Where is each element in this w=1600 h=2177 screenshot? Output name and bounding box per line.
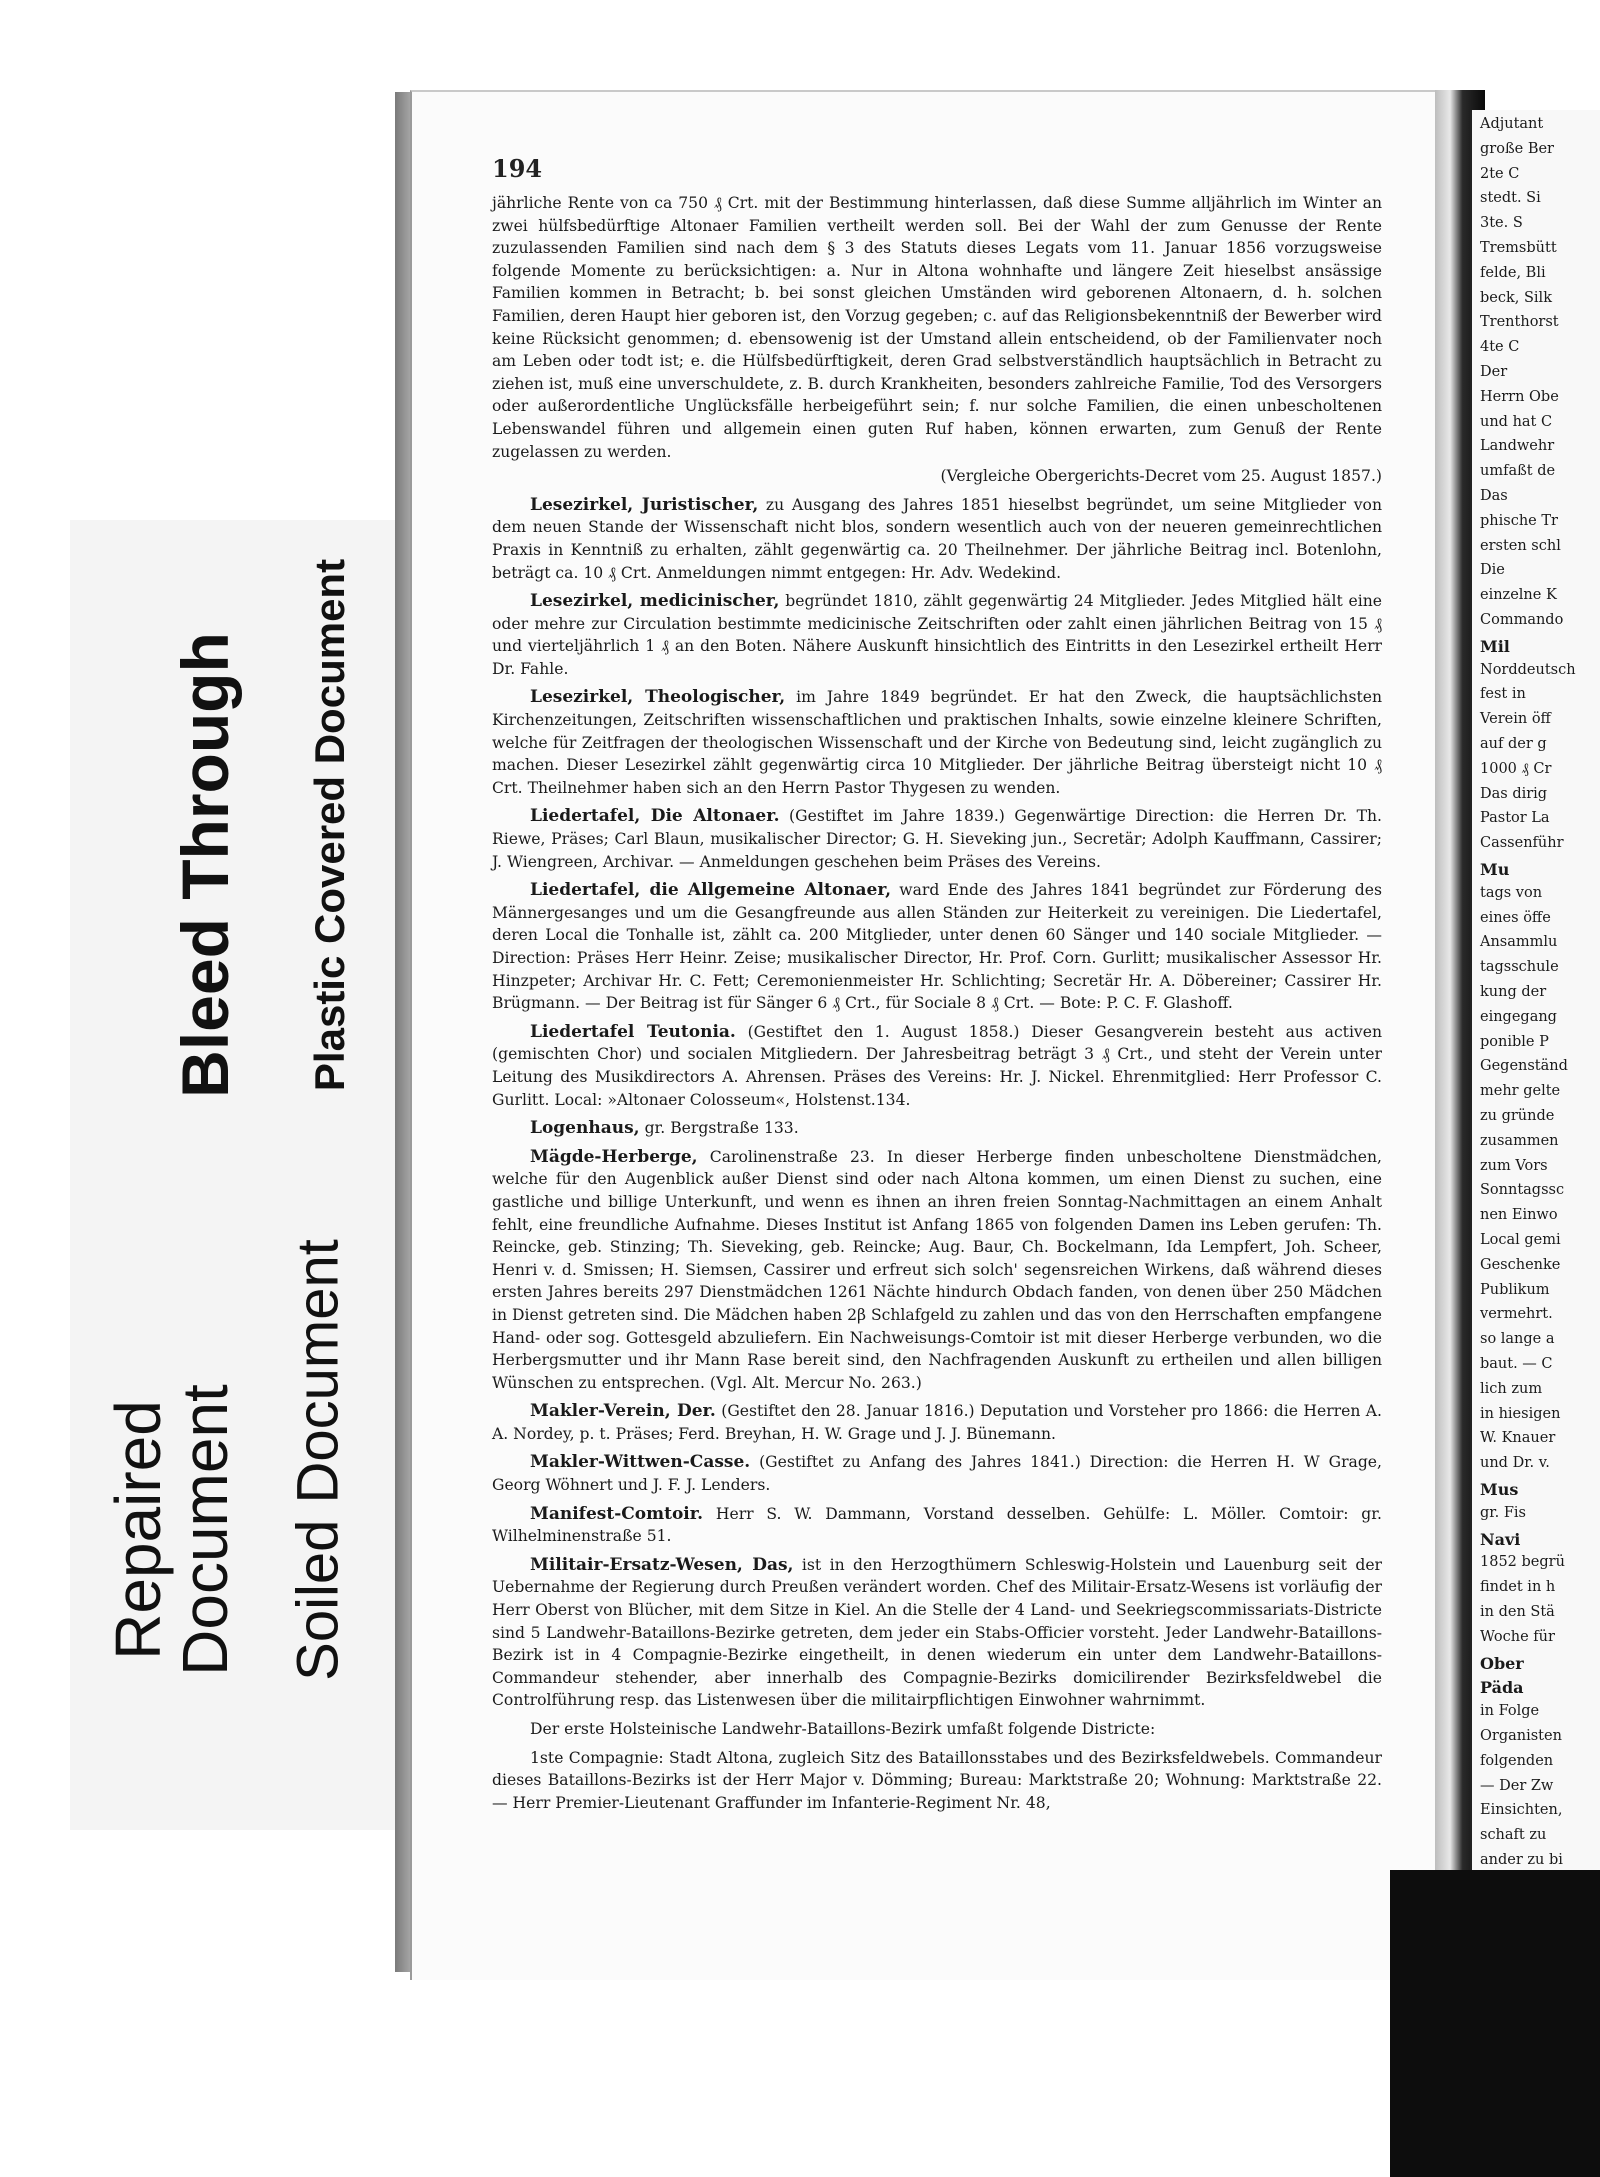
right-page-line: baut. — C <box>1480 1356 1553 1372</box>
entry-text: (Gestiftet den 1. August 1858.) Dieser Gesangverein besteht aus activen (gemischten Chor) und socialen Mitgliedern. Der Jahresbeitrag beträgt 3 ₰ Crt., und steht der Verein unter Leitung des Musikdirectors A. Ahrensen. Präses des Vereins: Hr. J. Nickel. Ehrenmitglied: Herr Professor C. Gurlitt. Local: »Altonaer Colosseum«, Holstenst.134. <box>492 1022 1383 1109</box>
right-page-line: Ansammlu <box>1480 934 1558 951</box>
right-page-line: in den Stä <box>1480 1604 1555 1620</box>
label-repaired-line-2: Document <box>169 1384 241 1676</box>
entry-makler-verein <box>492 1400 1382 1445</box>
right-page-line: folgenden <box>1480 1752 1554 1769</box>
right-page-line: 2te C <box>1480 165 1520 182</box>
right-page-line: Tremsbütt <box>1480 240 1557 256</box>
right-page-line: 4te C <box>1480 339 1520 356</box>
entry-lesezirkel-theologischer <box>492 686 1382 799</box>
entry-militair-ersatz-wesen <box>492 1554 1382 1712</box>
entry-text: Herr S. W. Dammann, Vorstand desselben. Gehülfe: L. Möller. Comtoir: gr. Wilhelminenstraße 51. <box>492 1504 1382 1546</box>
right-page-line: mehr gelte <box>1480 1083 1561 1100</box>
entry-text: begründet 1810, zählt gegenwärtig 24 Mitglieder. Jedes Mitglied hält eine oder mehre zur Circulation bestimmte medicinische Zeitschriften oder zahlt einen jährlichen Beitrag von 15 ₰ und vierteljährlich 1 ₰ an den Boten. Nähere Auskunft hinsichtlich des Eintritts in den Lesezirkel ertheilt Herr Dr. Fahle. <box>492 592 1382 678</box>
right-page-line: schaft zu <box>1480 1827 1547 1844</box>
right-page-line: Norddeutsch <box>1480 661 1576 678</box>
entry-lesezirkel-juristischer <box>492 494 1382 584</box>
right-page-line: große Ber <box>1480 140 1554 157</box>
right-page-line: kung der <box>1480 984 1547 1000</box>
entry-title: Logenhaus, <box>530 1118 640 1139</box>
right-page-line: eines öffe <box>1480 909 1551 926</box>
entry-maegde-herberge <box>492 1146 1382 1395</box>
right-page-line: stedt. Si <box>1480 190 1541 207</box>
right-page-line: einzelne K <box>1480 587 1557 604</box>
right-page-line: so lange a <box>1480 1331 1555 1348</box>
right-page-line: in hiesigen <box>1480 1405 1561 1422</box>
entry-title: Manifest-Comtoir. <box>530 1503 704 1524</box>
right-page-line: und hat C <box>1480 413 1553 430</box>
entry-title: Liedertafel, Die Altonaer. <box>530 806 780 827</box>
right-page-line: zu gründe <box>1480 1108 1555 1124</box>
right-page-line: Landwehr <box>1480 438 1555 455</box>
right-page-line: in Folge <box>1480 1703 1540 1720</box>
right-page-line: Herrn Obe <box>1480 388 1559 405</box>
right-page-line: fest in <box>1480 686 1526 703</box>
right-page-line: Trenthorst <box>1480 314 1559 331</box>
left-page <box>410 90 1435 1980</box>
label-soiled-document: Soiled Document <box>285 1239 351 1681</box>
right-page-line: Cassenführ <box>1480 835 1564 852</box>
entry-liedertafel-allgemeine <box>492 879 1382 1015</box>
right-page-line: 3te. S <box>1480 215 1523 232</box>
entry-text: (Gestiftet im Jahre 1839.) Gegenwärtige Direction: die Herren Dr. Th. Riewe, Präses; Carl Blaun, musikalischer Director; G. H. Sieveking jun., Secretär; Adolph Kauffmann, Cassirer; J. Wiengreen, Archivar. — Anmeldungen geschehen beim Präses des Vereins. <box>492 807 1382 871</box>
right-page-line: felde, Bli <box>1480 264 1546 281</box>
entry-text: (Gestiftet den 28. Januar 1816.) Deputation und Vorsteher pro 1866: die Herren A. A. Nordey, p. t. Präses; Ferd. Breyhan, H. W. Grage und J. J. Bünemann. <box>492 1402 1382 1443</box>
page-body <box>492 192 1382 1820</box>
entry-liedertafel-altonaer <box>492 805 1382 873</box>
right-page-line: — Der Zw <box>1480 1777 1554 1794</box>
right-page-line: vermehrt. <box>1480 1306 1553 1323</box>
entry-makler-wittwen-casse <box>492 1451 1382 1496</box>
right-page-line: Mil <box>1480 636 1510 656</box>
entry-title: Liedertafel Teutonia. <box>530 1021 736 1042</box>
label-bleed-through: Bleed Through <box>168 632 242 1098</box>
right-page-line: Die <box>1480 562 1505 579</box>
right-page-line: Sonntagssc <box>1480 1182 1565 1199</box>
entry-logenhaus <box>492 1117 1382 1140</box>
right-page-line: Adjutant <box>1480 116 1544 132</box>
entry-text: im Jahre 1849 begründet. Er hat den Zweck, die hauptsächlichsten Kirchenzeitungen, Zeitschriften wissenschaftlichen und praktischen Inhalts, sowie einzelne kleinere Schriften, welche für Zeitfragen der theologischen Wissenschaft und der Kirche von Bedeutung sind, leicht zugänglich zu machen. Dieser Lesezirkel zählt gegenwärtig circa 10 Mitglieder. Der jährliche Beitrag übersteigt nicht 10 ₰ Crt. Theilnehmer haben sich an den Herrn Pastor Thygesen zu wenden. <box>492 688 1382 797</box>
right-page-line: Publikum <box>1480 1281 1550 1298</box>
right-page-line: Geschenke <box>1480 1256 1561 1273</box>
entry-title: Lesezirkel, medicinischer, <box>530 591 780 612</box>
right-page-line: Päda <box>1480 1678 1524 1698</box>
right-page-line: beck, Silk <box>1480 289 1552 306</box>
right-page-line: tagsschule <box>1480 959 1559 976</box>
district-text: 1ste Compagnie: Stadt Altona, zugleich Sitz des Bataillonsstabes und des Bezirksfeldwebels. Commandeur dieses Bataillons-Bezirks ist der Herr Major v. Dömming; Bureau: Marktstraße 20; Wohnung: Marktstraße 22. — Herr Premier-Lieutenant Graffunder im Infanterie-Regiment Nr. 48, <box>492 1748 1382 1812</box>
scan-dark-corner <box>1390 1870 1600 2177</box>
right-page-line: 1852 begrü <box>1480 1554 1565 1571</box>
entry-title: Makler-Wittwen-Casse. <box>530 1452 751 1473</box>
right-page-fragment <box>1470 110 1600 1980</box>
entry-title: Makler-Verein, Der. <box>530 1401 716 1422</box>
right-page-line: Gegenständ <box>1480 1058 1568 1075</box>
entry-text: zu Ausgang des Jahres 1851 hieselbst begründet, um seine Mitglieder von dem neuen Stande der Wissenschaft nicht blos, sondern wesentlich auch von der neueren gemeinrechtlichen Praxis in Kenntniß zu erhalten, zählt gegenwärtig ca. 20 Theilnehmer. Der jährliche Beitrag incl. Botenlohn, beträgt ca. 10 ₰ Crt. Anmeldungen nimmt entgegen: Hr. Adv. Wedekind. <box>492 495 1382 582</box>
right-page-line: Mus <box>1480 1480 1519 1499</box>
right-page-line: Einsichten, <box>1480 1802 1563 1819</box>
entry-title: Lesezirkel, Juristischer, <box>530 494 759 515</box>
right-page-line: lich zum <box>1480 1380 1543 1397</box>
right-page-line: findet in h <box>1480 1579 1556 1596</box>
right-page-line: umfaßt de <box>1480 463 1556 480</box>
label-plastic-covered: Plastic Covered Document <box>306 558 353 1092</box>
entry-liedertafel-teutonia <box>492 1021 1382 1111</box>
entry-text: ist in den Herzogthümern Schleswig-Holstein und Lauenburg seit der Uebernahme der Regierung durch Preußen verändert worden. Chef des Militair-Ersatz-Wesens ist vorläufig der Herr Oberst von Blücher, mit dem Sitze in Kiel. An die Stelle der 4 Land- und Seekriegscommissariats-Districte sind 5 Landwehr-Bataillons-Bezirke getreten, dem jeder ein Stabs-Officier vorsteht. Jeder Landwehr-Bataillons-Bezirk ist in 4 Compagnie-Bezirke eingetheilt, in denen wiederum ein unter dem Landwehr-Bataillons-Commandeur stehender, aber innerhalb des Compagnie-Bezirks domicilirender Bezirksfeldwebel die Controlführung resp. das Listenwesen über die militairpflichtigen Einwohner wahrnimmt. <box>492 1555 1382 1710</box>
page-number: 194 <box>492 154 543 183</box>
right-page-line: Commando <box>1480 612 1564 628</box>
right-page-line: Local gemi <box>1480 1232 1561 1248</box>
right-page-line: tags von <box>1480 884 1543 901</box>
right-page-line: auf der g <box>1480 736 1547 752</box>
right-page-line: Organisten <box>1480 1728 1562 1744</box>
right-page-line: Verein öff <box>1480 711 1551 728</box>
intro-reference: (Vergleiche Obergerichts-Decret vom 25. August 1857.) <box>940 467 1382 486</box>
label-repaired-line-1: Repaired <box>102 1400 174 1660</box>
right-page-line: Ober <box>1480 1653 1524 1673</box>
entry-text: ward Ende des Jahres 1841 begründet zur Förderung des Männergesanges und um die Gesangfreunde aus allen Ständen zur Heiterkeit zu vereinigen. Die Liedertafel, deren Local die Tonhalle ist, zählt ca. 200 Mitglieder, unter denen 60 Sänger und 140 sociale Mitglieder. — Direction: Präses Herr Heinr. Zeise; musikalischer Director, Hr. Prof. Corn. Gurlitt; musikalischer Assessor Hr. Hinzpeter; Archivar Hr. C. Fett; Ceremonienmeister Hr. Schlichting; Secretär Hr. A. Döbereiner; Cassirer Hr. Brügmann. — Der Beitrag ist für Sänger 6 ₰ Crt., für Sociale 8 ₰ Crt. — Bote: P. C. F. Glashoff. <box>492 881 1382 1013</box>
right-page-line: Der <box>1480 364 1508 380</box>
right-page-line: eingegang <box>1480 1008 1557 1025</box>
entry-lesezirkel-medicinischer <box>492 590 1382 680</box>
right-page-line: Das <box>1480 488 1508 504</box>
right-page-line: Pastor La <box>1480 810 1550 827</box>
right-page-line: und Dr. v. <box>1480 1455 1550 1472</box>
right-page-line: gr. Fis <box>1480 1504 1526 1521</box>
right-page-line: zusammen <box>1480 1132 1559 1149</box>
entry-manifest-comtoir <box>492 1503 1382 1548</box>
entry-title: Mägde-Herberge, <box>530 1146 698 1167</box>
entry-title: Lesezirkel, Theologischer, <box>530 687 786 708</box>
intro-paragraph: jährliche Rente von ca 750 ₰ Crt. mit der Bestimmung hinterlassen, daß diese Summe alljährlich im Winter an zwei hülfsbedürftige Altonaer Familien vertheilt werden soll. Bei der Wahl der zum Genusse der Rente zuzulassenden Familien sind nach dem § 3 des Statuts dieses Legats vom 11. Januar 1856 vorzugsweise folgende Momente zu berücksichtigen: a. Nur in Altona wohnhafte und längere Zeit hieselbst ansässige Familien kommen in Betracht; b. bei sonst gleichen Umständen wird geborenen Altonaern, d. h. solchen Familien, deren Haupt hier geboren ist, den Vorzug gegeben; c. auf das Religionsbekenntniß der Bewerber wird keine Rücksicht genommen; d. ebensowenig ist der Umstand allein entscheidend, ob der Familienvater noch am Leben oder todt ist; e. die Hülfsbedürftigkeit, deren Grad selbstverständlich hauptsächlich in Betracht zu ziehen ist, muß eine unverschuldete, z. B. durch Krankheiten, besonders zahlreiche Familie, Tod des Versorgers oder außerordentliche Unglücksfälle herbeigeführt sein; f. nur solche Familien, die einen unbescholtenen Lebenswandel führen und allgemein einen guten Ruf haben, können erwarten, zum Genuß der Rente zugelassen zu werden. <box>492 194 1382 461</box>
right-page-line: Navi <box>1480 1529 1521 1549</box>
right-page-line: nen Einwo <box>1480 1207 1558 1224</box>
district-heading: Der erste Holsteinische Landwehr-Bataillons-Bezirk umfaßt folgende Districte: <box>530 1720 1156 1738</box>
right-page-line: 1000 ₰ Cr <box>1480 760 1552 777</box>
entry-text: gr. Bergstraße 133. <box>644 1119 799 1138</box>
right-page-line: ander zu bi <box>1480 1852 1563 1868</box>
entry-title: Militair-Ersatz-Wesen, Das, <box>530 1554 794 1575</box>
right-page-line: phische Tr <box>1480 512 1558 529</box>
right-page-line: ersten schl <box>1480 537 1561 554</box>
right-page-line: Das dirig <box>1480 785 1548 802</box>
right-page-line: zum Vors <box>1480 1157 1548 1174</box>
entry-text: Carolinenstraße 23. In dieser Herberge finden unbescholtene Dienstmädchen, welche für den Augenblick außer Dienst sind oder nach Altona kommen, um einen Dienst zu suchen, eine gastliche und billige Unterkunft, und wenn es ihnen an ihren freien Sonntag-Nachmittagen an einem Anhalt fehlt, eine freundliche Aufnahme. Dieses Institut ist Anfang 1865 von folgenden Damen ins Leben gerufen: Th. Reincke, geb. Stinzing; Th. Sieveking, geb. Reincke; Aug. Baur, Ch. Bockelmann, Ida Lempfert, Joh. Scheer, Henri v. d. Smissen; H. Siemsen, Cassirer und erfreut sich solch' segensreichen Wirkens, daß während dieses ersten Jahres bereits 297 Dienstmädchen 1261 Nächte hindurch Obdach fanden, von denen über 250 Mädchen in Dienst getreten sind. Die Mädchen haben 2β Schlafgeld zu zahlen und das von den Herrschaften empfangene Hand- oder sog. Gottesgeld abzuliefern. Ein Nachweisungs-Comtoir ist mit dieser Herberge verbunden, wo die Herbergsmutter und ihr Mann Rase bereit sind, den Nachfragenden Auskunft zu ertheilen und allen billigen Wünschen zu entsprechen. (Vgl. Alt. Mercur No. 263.) <box>492 1147 1382 1392</box>
right-page-line: Woche für <box>1480 1628 1555 1645</box>
right-page-line: W. Knauer <box>1480 1430 1556 1447</box>
right-page-line: Mu <box>1480 860 1510 879</box>
entry-text: (Gestiftet zu Anfang des Jahres 1841.) Direction: die Herren H. W Grage, Georg Wöhnert und J. F. J. Lenders. <box>492 1453 1382 1495</box>
entry-title: Liedertafel, die Allgemeine Altonaer, <box>530 880 892 901</box>
right-page-line: ponible P <box>1480 1033 1549 1050</box>
